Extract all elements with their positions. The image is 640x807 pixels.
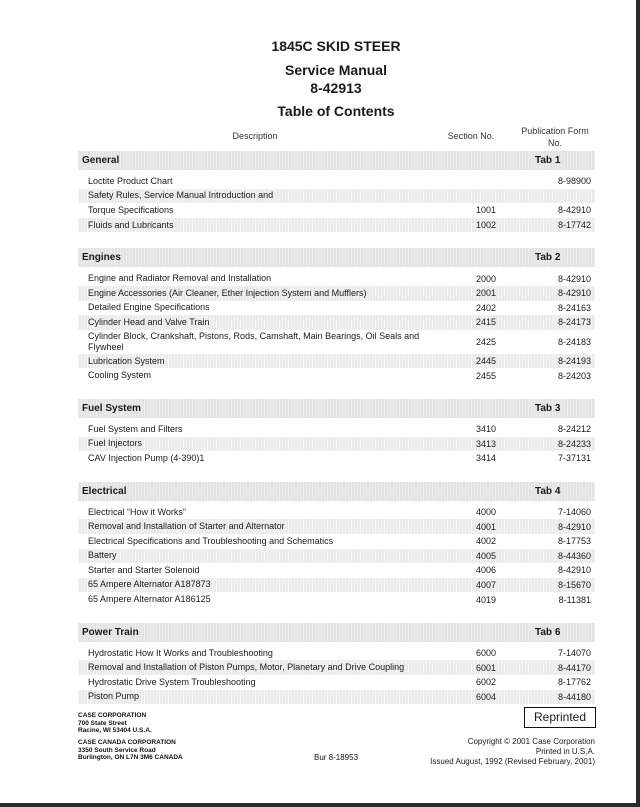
- row-section-number: 2445: [475, 356, 497, 367]
- section-name: Power Train: [82, 626, 139, 638]
- row-description: Removal and Installation of Starter and Alternator: [88, 521, 285, 532]
- row-section-number: 2000: [475, 273, 497, 284]
- row-section-number: 2415: [475, 317, 497, 328]
- row-publication-number: 8-44360: [557, 550, 591, 561]
- row-publication-number: 8-15670: [557, 579, 591, 590]
- row-publication-number: 8-42910: [557, 288, 591, 299]
- row-section-number: 3413: [475, 438, 497, 449]
- corporation-street: 700 State Street: [78, 719, 127, 727]
- row-publication-number: 7-14070: [557, 648, 591, 659]
- row-description: Safety Rules, Service Manual Introduction and: [88, 190, 274, 201]
- row-description: Removal and Installation of Piston Pumps, Motor, Planetary and Drive Coupling: [88, 662, 405, 673]
- section-tab: Tab 4: [535, 485, 561, 497]
- row-description: Lubrication System: [88, 355, 165, 366]
- row-description: Electrical Specifications and Troubleshooting and Schematics: [88, 535, 334, 546]
- row-description: Cylinder Head and Valve Train: [88, 316, 210, 327]
- row-section-number: 2001: [475, 288, 497, 299]
- row-section-number: 6002: [475, 677, 497, 688]
- document-title: 1845C SKID STEER: [271, 38, 401, 54]
- row-section-number: 6000: [475, 648, 497, 659]
- column-header-section: Section No.: [447, 131, 495, 141]
- row-publication-number: 7-37131: [557, 453, 591, 464]
- section-tab: Tab 3: [535, 402, 561, 414]
- row-publication-number: 8-17753: [557, 536, 591, 547]
- section-name: Engines: [82, 252, 121, 264]
- bur-number: Bur 8-18953: [314, 753, 359, 762]
- row-description: 65 Ampere Alternator A186125: [88, 594, 211, 605]
- row-publication-number: 8-44180: [557, 691, 591, 702]
- row-description: Loctite Product Chart: [88, 175, 173, 186]
- row-publication-number: 8-24193: [557, 356, 591, 367]
- row-description: Hydrostatic How It Works and Troubleshooting: [88, 647, 273, 658]
- row-publication-number: 8-24203: [557, 370, 591, 381]
- section-tab: Tab 1: [535, 155, 561, 166]
- row-publication-number: 8-24163: [557, 302, 591, 313]
- row-description: Fuel Injectors: [88, 438, 143, 449]
- manual-number: 8-42913: [310, 80, 362, 96]
- row-section-number: 6004: [475, 691, 497, 702]
- row-section-number: 4001: [475, 521, 497, 532]
- row-publication-number: 8-17762: [557, 677, 591, 688]
- row-description: Hydrostatic Drive System Troubleshooting: [88, 676, 256, 687]
- row-publication-number: 8-42910: [557, 205, 591, 216]
- row-description: Battery: [88, 550, 117, 561]
- row-section-number: 1002: [475, 220, 497, 231]
- row-publication-number: 8-42910: [557, 521, 591, 532]
- row-description: Electrical “How it Works”: [88, 506, 186, 517]
- row-publication-number: 8-42910: [557, 273, 591, 284]
- row-description: Detailed Engine Specifications: [88, 302, 210, 313]
- row-description: Engine Accessories (Air Cleaner, Ether Injection System and Mufflers): [88, 287, 367, 298]
- row-section-number: 1001: [475, 205, 497, 216]
- row-publication-number: 8-24212: [557, 424, 591, 435]
- row-description: Cylinder Block, Crankshaft, Pistons, Rods, Camshaft, Main Bearings, Oil Seals and Flywheel: [88, 330, 420, 352]
- row-publication-number: 8-44170: [557, 662, 591, 673]
- row-section-number: 4002: [475, 536, 497, 547]
- corporation-name: CASE CORPORATION: [78, 712, 147, 719]
- reprinted-stamp: Reprinted: [524, 707, 596, 728]
- row-section-number: 2455: [475, 370, 497, 381]
- row-section-number: 4019: [475, 594, 497, 605]
- row-publication-number: 8-24173: [557, 317, 591, 328]
- row-publication-number: 8-11381: [558, 594, 591, 605]
- row-section-number: 3414: [475, 453, 497, 464]
- row-description: CAV Injection Pump (4-390)1: [88, 452, 205, 463]
- row-section-number: 2425: [475, 336, 497, 347]
- canada-corporation-city: Burlington, ON L7N 3M6 CANADA: [78, 754, 183, 761]
- canada-corporation-street: 3350 South Service Road: [78, 746, 156, 754]
- row-description: 65 Ampere Alternator A187873: [88, 579, 211, 590]
- row-section-number: 4007: [475, 579, 497, 590]
- row-publication-number: 8-17742: [557, 220, 591, 231]
- section-tab: Tab 2: [535, 252, 561, 264]
- section-tab: Tab 6: [535, 626, 561, 638]
- printed-in-text: Printed in U.S.A.: [535, 747, 595, 756]
- row-description: Fluids and Lubricants: [88, 219, 174, 230]
- copyright-text: Copyright © 2001 Case Corporation: [467, 737, 595, 746]
- section-name: Fuel System: [82, 402, 141, 414]
- row-section-number: 2402: [475, 302, 497, 313]
- document-subtitle: Service Manual: [285, 62, 387, 78]
- row-description: Cooling System: [88, 370, 152, 381]
- row-description: Fuel System and Filters: [88, 423, 183, 434]
- row-description: Engine and Radiator Removal and Installation: [88, 273, 272, 284]
- row-publication-number: 7-14060: [557, 507, 591, 518]
- row-section-number: 6001: [475, 662, 497, 673]
- row-description: Piston Pump: [88, 691, 140, 702]
- row-description: Torque Specifications: [88, 204, 174, 215]
- canada-corporation-name: CASE CANADA CORPORATION: [78, 739, 176, 746]
- row-publication-number: 8-42910: [557, 565, 591, 576]
- row-publication-number: 8-98900: [557, 176, 591, 187]
- row-section-number: 4006: [475, 565, 497, 576]
- column-header-publication: Publication Form No.: [521, 126, 589, 148]
- column-header-description: Description: [232, 131, 278, 141]
- row-publication-number: 8-24233: [557, 438, 591, 449]
- toc-title: Table of Contents: [277, 103, 395, 119]
- issued-text: Issued August, 1992 (Revised February, 2001): [430, 757, 595, 766]
- row-section-number: 3410: [475, 424, 497, 435]
- row-section-number: 4005: [475, 550, 497, 561]
- row-section-number: 4000: [475, 507, 497, 518]
- section-name: Electrical: [82, 485, 127, 497]
- corporation-city: Racine, WI 53404 U.S.A.: [78, 727, 152, 734]
- section-name: General: [82, 155, 120, 166]
- row-description: Starter and Starter Solenoid: [88, 564, 200, 575]
- row-publication-number: 8-24183: [557, 336, 591, 347]
